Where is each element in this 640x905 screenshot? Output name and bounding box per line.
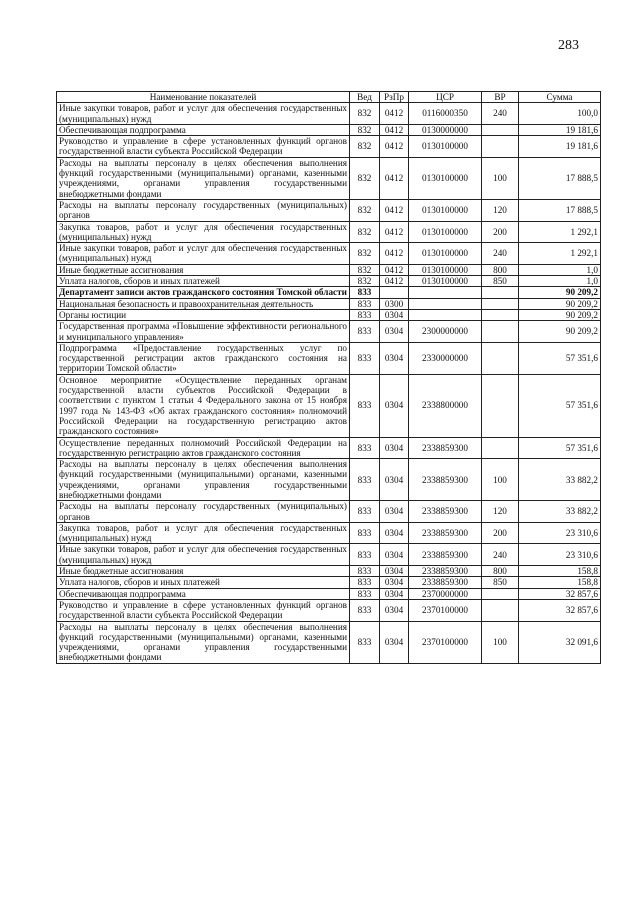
cell-rzpr: 0304: [380, 544, 409, 566]
cell-vr: 120: [482, 501, 519, 523]
cell-name: Иные бюджетные ассигнования: [57, 264, 350, 275]
cell-rzpr: 0304: [380, 566, 409, 577]
cell-ved: 833: [350, 321, 380, 343]
cell-vr: 100: [482, 621, 519, 663]
cell-ved: 833: [350, 566, 380, 577]
cell-vr: 100: [482, 157, 519, 199]
table-row: [57, 599, 601, 621]
cell-ved: 832: [350, 157, 380, 199]
table-row: [57, 157, 601, 199]
table-row: [57, 276, 601, 287]
page-number: 283: [558, 38, 579, 53]
cell-name: Расходы на выплаты персоналу в целях обеспечения выполнения функций государственными (муниципальными) органами, казенными учреждениями, органами управления государственными внебюджетными фондами: [57, 459, 350, 501]
cell-csr: 2370100000: [409, 621, 482, 663]
cell-ved: 833: [350, 522, 380, 544]
table-row: [57, 309, 601, 320]
cell-ved: 832: [350, 264, 380, 275]
cell-sum: 100,0: [519, 103, 601, 125]
cell-rzpr: 0412: [380, 124, 409, 135]
cell-sum: 1 292,1: [519, 243, 601, 265]
header-rzpr: РзПр: [380, 92, 409, 103]
cell-name: Органы юстиции: [57, 309, 350, 320]
table-row: [57, 577, 601, 588]
table-row: [57, 342, 601, 374]
cell-ved: 833: [350, 501, 380, 523]
cell-name: Уплата налогов, сборов и иных платежей: [57, 577, 350, 588]
table-row: [57, 321, 601, 343]
cell-ved: 833: [350, 374, 380, 437]
cell-rzpr: 0304: [380, 459, 409, 501]
table-row: [57, 298, 601, 309]
cell-vr: 800: [482, 566, 519, 577]
cell-name: Руководство и управление в сфере установленных функций органов государственной власти субъекта Российской Федерации: [57, 136, 350, 158]
cell-rzpr: 0412: [380, 157, 409, 199]
cell-sum: 33 882,2: [519, 501, 601, 523]
table-row: [57, 621, 601, 663]
cell-csr: 0130100000: [409, 157, 482, 199]
cell-name: Государственная программа «Повышение эффективности регионального и муниципального управления»: [57, 321, 350, 343]
cell-ved: 833: [350, 599, 380, 621]
cell-csr: 2338800000: [409, 374, 482, 437]
cell-name: Закупка товаров, работ и услуг для обеспечения государственных (муниципальных) нужд: [57, 221, 350, 243]
cell-name: Основное мероприятие «Осуществление переданных органам государственной власти субъектов Российской Федерации в соответствии с пунктом 1 статьи 4 Федерального закона от 15 ноября 1997 года № 143-ФЗ «Об актах гражданского состояния» полномочий Российской Федерации на государственную регистрацию актов гражданского состояния»: [57, 374, 350, 437]
cell-name: Национальная безопасность и правоохранительная деятельность: [57, 298, 350, 309]
cell-csr: 2370100000: [409, 599, 482, 621]
cell-rzpr: 0412: [380, 103, 409, 125]
cell-ved: 833: [350, 621, 380, 663]
cell-vr: [482, 588, 519, 599]
cell-vr: 100: [482, 459, 519, 501]
cell-name: Обеспечивающая подпрограмма: [57, 588, 350, 599]
table-row: [57, 287, 601, 298]
cell-ved: 832: [350, 221, 380, 243]
cell-sum: 90 209,2: [519, 298, 601, 309]
cell-sum: 23 310,6: [519, 544, 601, 566]
cell-csr: 2338859300: [409, 577, 482, 588]
cell-sum: 90 209,2: [519, 309, 601, 320]
header-vr: ВР: [482, 92, 519, 103]
cell-sum: 90 209,2: [519, 321, 601, 343]
table-row: [57, 124, 601, 135]
cell-name: Расходы на выплаты персоналу государственных (муниципальных) органов: [57, 199, 350, 221]
cell-csr: 2338859300: [409, 544, 482, 566]
cell-ved: 833: [350, 588, 380, 599]
cell-ved: 833: [350, 544, 380, 566]
cell-ved: 833: [350, 298, 380, 309]
cell-ved: 833: [350, 437, 380, 459]
table-row: [57, 437, 601, 459]
cell-sum: 57 351,6: [519, 437, 601, 459]
table-row: [57, 264, 601, 275]
cell-name: Закупка товаров, работ и услуг для обеспечения государственных (муниципальных) нужд: [57, 522, 350, 544]
cell-vr: 120: [482, 199, 519, 221]
cell-csr: 2338859300: [409, 459, 482, 501]
table-row: [57, 243, 601, 265]
cell-vr: 200: [482, 522, 519, 544]
cell-vr: 800: [482, 264, 519, 275]
cell-csr: [409, 287, 482, 298]
cell-csr: 2300000000: [409, 321, 482, 343]
header-csr: ЦСР: [409, 92, 482, 103]
table-row: [57, 522, 601, 544]
cell-sum: 23 310,6: [519, 522, 601, 544]
cell-csr: 0116000350: [409, 103, 482, 125]
cell-vr: 240: [482, 103, 519, 125]
cell-ved: 832: [350, 199, 380, 221]
cell-sum: 19 181,6: [519, 136, 601, 158]
cell-ved: 833: [350, 342, 380, 374]
cell-rzpr: 0412: [380, 243, 409, 265]
cell-rzpr: 0412: [380, 276, 409, 287]
cell-name: Подпрограмма «Предоставление государственных услуг по государственной регистрации актов гражданского состояния на территории Томской области»: [57, 342, 350, 374]
cell-rzpr: 0412: [380, 199, 409, 221]
table-row: [57, 103, 601, 125]
cell-rzpr: 0304: [380, 437, 409, 459]
cell-name: Руководство и управление в сфере установленных функций органов государственной власти субъекта Российской Федерации: [57, 599, 350, 621]
cell-rzpr: 0304: [380, 599, 409, 621]
cell-name: Департамент записи актов гражданского состояния Томской области: [57, 287, 350, 298]
cell-name: Иные бюджетные ассигнования: [57, 566, 350, 577]
cell-sum: 33 882,2: [519, 459, 601, 501]
cell-rzpr: 0304: [380, 621, 409, 663]
cell-sum: 1,0: [519, 276, 601, 287]
cell-csr: 0130100000: [409, 264, 482, 275]
cell-rzpr: 0304: [380, 522, 409, 544]
cell-ved: 832: [350, 276, 380, 287]
cell-csr: 0130100000: [409, 199, 482, 221]
cell-name: Расходы на выплаты персоналу в целях обеспечения выполнения функций государственными (муниципальными) органами, казенными учреждениями, органами управления государственными внебюджетными фондами: [57, 621, 350, 663]
cell-vr: [482, 321, 519, 343]
cell-csr: 2338859300: [409, 437, 482, 459]
cell-vr: 850: [482, 577, 519, 588]
cell-vr: [482, 124, 519, 135]
cell-csr: [409, 298, 482, 309]
cell-sum: 158,8: [519, 577, 601, 588]
cell-vr: 200: [482, 221, 519, 243]
table-row: [57, 221, 601, 243]
cell-rzpr: 0304: [380, 501, 409, 523]
cell-vr: [482, 298, 519, 309]
table-row: [57, 199, 601, 221]
cell-csr: 0130100000: [409, 221, 482, 243]
cell-sum: 57 351,6: [519, 374, 601, 437]
table-row: [57, 136, 601, 158]
cell-vr: [482, 374, 519, 437]
cell-sum: 32 857,6: [519, 599, 601, 621]
cell-name: Расходы на выплаты персоналу в целях обеспечения выполнения функций государственными (муниципальными) органами, казенными учреждениями, органами управления государственными внебюджетными фондами: [57, 157, 350, 199]
cell-ved: 832: [350, 103, 380, 125]
cell-sum: 17 888,5: [519, 157, 601, 199]
table-row: [57, 588, 601, 599]
cell-ved: 833: [350, 459, 380, 501]
cell-csr: 2338859300: [409, 501, 482, 523]
cell-rzpr: 0412: [380, 264, 409, 275]
table-row: [57, 374, 601, 437]
cell-vr: [482, 309, 519, 320]
table-header-row: [57, 92, 601, 103]
cell-name: Иные закупки товаров, работ и услуг для обеспечения государственных (муниципальных) нужд: [57, 544, 350, 566]
cell-sum: 19 181,6: [519, 124, 601, 135]
cell-rzpr: 0300: [380, 298, 409, 309]
cell-rzpr: 0412: [380, 136, 409, 158]
cell-rzpr: [380, 287, 409, 298]
table-row: [57, 459, 601, 501]
cell-vr: [482, 342, 519, 374]
cell-sum: 17 888,5: [519, 199, 601, 221]
table-row: [57, 501, 601, 523]
cell-name: Иные закупки товаров, работ и услуг для обеспечения государственных (муниципальных) нужд: [57, 243, 350, 265]
cell-csr: 2338859300: [409, 566, 482, 577]
cell-vr: [482, 599, 519, 621]
cell-sum: 32 091,6: [519, 621, 601, 663]
header-sum: Сумма: [519, 92, 601, 103]
cell-vr: [482, 287, 519, 298]
table-row: [57, 544, 601, 566]
cell-name: Уплата налогов, сборов и иных платежей: [57, 276, 350, 287]
cell-rzpr: 0304: [380, 321, 409, 343]
cell-sum: 158,8: [519, 566, 601, 577]
cell-csr: [409, 309, 482, 320]
cell-ved: 832: [350, 243, 380, 265]
cell-sum: 32 857,6: [519, 588, 601, 599]
cell-csr: 0130100000: [409, 136, 482, 158]
cell-csr: 2330000000: [409, 342, 482, 374]
table-row: [57, 566, 601, 577]
cell-vr: 850: [482, 276, 519, 287]
cell-sum: 90 209,2: [519, 287, 601, 298]
cell-sum: 1,0: [519, 264, 601, 275]
cell-csr: 2370000000: [409, 588, 482, 599]
cell-rzpr: 0304: [380, 309, 409, 320]
cell-csr: 0130100000: [409, 243, 482, 265]
cell-rzpr: 0304: [380, 577, 409, 588]
cell-rzpr: 0304: [380, 374, 409, 437]
cell-rzpr: 0412: [380, 221, 409, 243]
cell-sum: 57 351,6: [519, 342, 601, 374]
table-body: [57, 103, 601, 663]
cell-vr: [482, 136, 519, 158]
budget-table: [56, 91, 601, 664]
header-name: Наименование показателей: [57, 92, 350, 103]
cell-ved: 833: [350, 287, 380, 298]
cell-csr: 2338859300: [409, 522, 482, 544]
cell-ved: 832: [350, 136, 380, 158]
cell-rzpr: 0304: [380, 342, 409, 374]
cell-name: Осуществление переданных полномочий Российской Федерации на государственную регистрацию актов гражданского состояния: [57, 437, 350, 459]
cell-sum: 1 292,1: [519, 221, 601, 243]
header-ved: Вед: [350, 92, 380, 103]
cell-rzpr: 0304: [380, 588, 409, 599]
cell-vr: 240: [482, 544, 519, 566]
cell-name: Расходы на выплаты персоналу государственных (муниципальных) органов: [57, 501, 350, 523]
cell-name: Обеспечивающая подпрограмма: [57, 124, 350, 135]
cell-ved: 832: [350, 124, 380, 135]
cell-vr: [482, 437, 519, 459]
cell-name: Иные закупки товаров, работ и услуг для обеспечения государственных (муниципальных) нужд: [57, 103, 350, 125]
cell-csr: 0130000000: [409, 124, 482, 135]
cell-ved: 833: [350, 309, 380, 320]
cell-ved: 833: [350, 577, 380, 588]
cell-csr: 0130100000: [409, 276, 482, 287]
cell-vr: 240: [482, 243, 519, 265]
